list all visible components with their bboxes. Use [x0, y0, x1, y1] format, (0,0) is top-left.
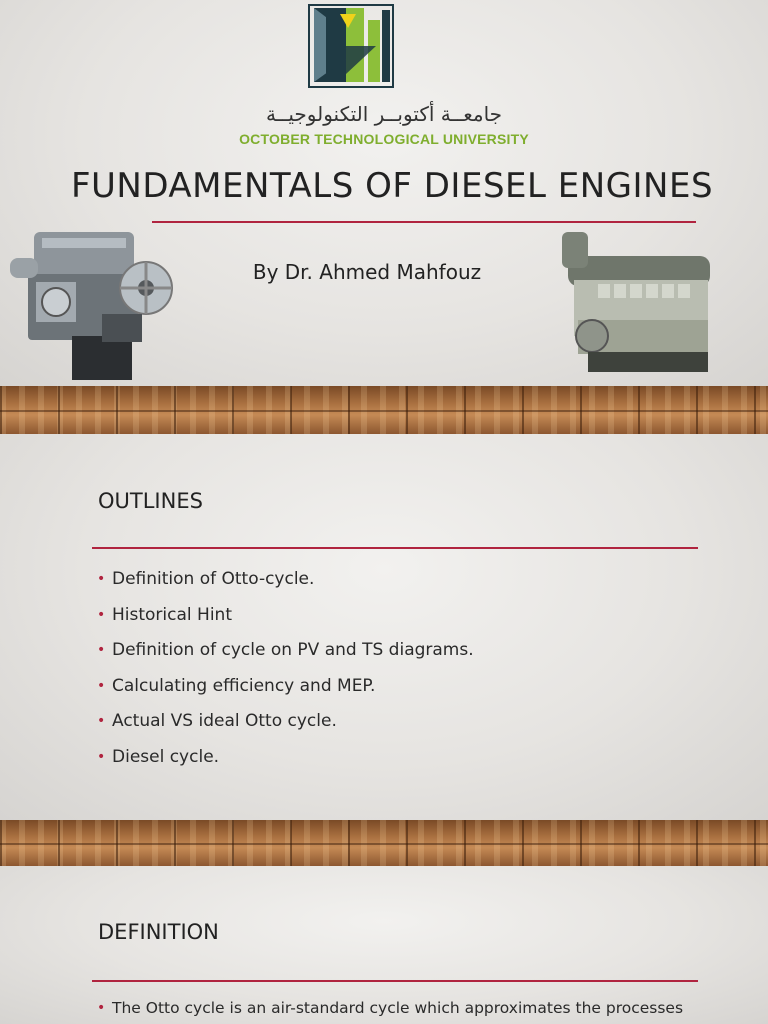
definition-list [97, 996, 683, 1024]
university-name-english: OCTOBER TECHNOLOGICAL UNIVERSITY [239, 131, 529, 147]
wood-floor-divider [0, 386, 768, 434]
list-item: • Definition of Otto-cycle. [97, 567, 474, 603]
presentation-title: FUNDAMENTALS OF DIESEL ENGINES [70, 166, 714, 206]
definition-heading: DEFINITION [98, 920, 219, 944]
marine-engine-image [558, 228, 720, 378]
list-item: • Definition of cycle on PV and TS diagrams. [97, 638, 474, 674]
university-logo [306, 2, 396, 90]
title-slide [0, 0, 768, 386]
definition-slide [0, 866, 768, 1024]
title-rule [152, 221, 696, 223]
wood-floor-divider [0, 820, 768, 866]
list-item: • Actual VS ideal Otto cycle. [97, 709, 474, 745]
university-name-arabic: جامعــة أكتوبــر التكنولوجيــة [265, 102, 503, 126]
outlines-rule [92, 547, 698, 549]
definition-rule [92, 980, 698, 982]
list-item: • Calculating efficiency and MEP. [97, 674, 474, 710]
list-item: • Diesel cycle. [97, 745, 474, 781]
author-name: By Dr. Ahmed Mahfouz [252, 260, 482, 284]
list-item: • The Otto cycle is an air-standard cycle which approximates the processes [97, 996, 683, 1024]
outlines-slide [0, 434, 768, 820]
outlines-heading: OUTLINES [98, 489, 203, 513]
list-item: • Historical Hint [97, 603, 474, 639]
outline-list [97, 567, 474, 781]
diesel-engine-image [6, 218, 178, 384]
